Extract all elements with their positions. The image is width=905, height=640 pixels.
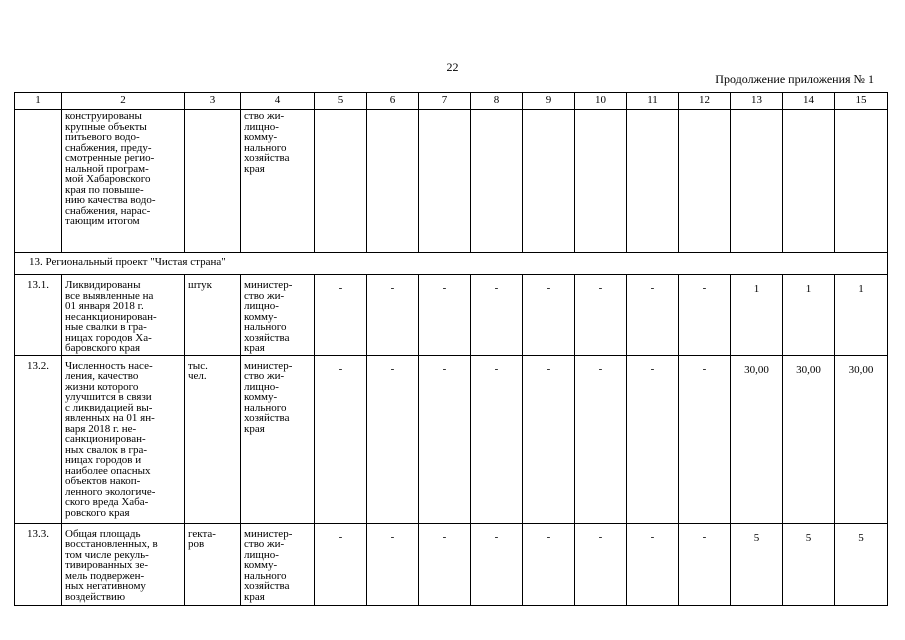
cell-empty xyxy=(419,110,471,253)
cell-value: - xyxy=(471,355,523,523)
cell-empty xyxy=(315,110,367,253)
column-number-row xyxy=(15,93,888,110)
cell-value: 1 xyxy=(731,275,783,356)
cell-value: - xyxy=(575,275,627,356)
column-header: 11 xyxy=(627,93,679,110)
column-header: 8 xyxy=(471,93,523,110)
cell-responsible: министер- ство жи- лищно- комму- нального хозяйства края xyxy=(241,523,315,605)
cell-value: - xyxy=(315,275,367,356)
cell-empty xyxy=(783,110,835,253)
cell-value: - xyxy=(523,523,575,605)
column-header: 4 xyxy=(241,93,315,110)
cell-value: - xyxy=(627,523,679,605)
cell-value: - xyxy=(367,275,419,356)
column-header: 13 xyxy=(731,93,783,110)
table-row xyxy=(15,523,888,605)
cell-empty xyxy=(835,110,888,253)
cell-value: - xyxy=(575,355,627,523)
cell-value: 1 xyxy=(835,275,888,356)
cell-row-number: 13.3. xyxy=(15,523,62,605)
cell-empty xyxy=(523,110,575,253)
cell-empty xyxy=(731,110,783,253)
cell-unit: тыс. чел. xyxy=(185,355,241,523)
cell-indicator-name: Общая площадь восстановленных, в том числе рекуль- тивированных зе- мель подвержен- ных негативному воздействию xyxy=(62,523,185,605)
cell-value: - xyxy=(471,523,523,605)
cell-row-number: 13.1. xyxy=(15,275,62,356)
cell-empty xyxy=(575,110,627,253)
cell-value: 5 xyxy=(835,523,888,605)
cell-empty xyxy=(679,110,731,253)
column-header: 12 xyxy=(679,93,731,110)
cell-indicator-name: Численность насе- ления, качество жизни которого улучшится в связи с ликвидацией вы- явленных на 01 ян- варя 2018 г. не- санкционирован- ных свалок в гра- ницах городов и наиболее опасных объектов накоп- ленного экологиче- ского вреда Хаба- ровского края xyxy=(62,355,185,523)
section-title: 13. Региональный проект "Чистая страна" xyxy=(15,253,888,275)
cell-value: - xyxy=(575,523,627,605)
cell-value: - xyxy=(419,523,471,605)
indicators-table xyxy=(14,92,888,606)
column-header: 15 xyxy=(835,93,888,110)
column-header: 6 xyxy=(367,93,419,110)
column-header: 14 xyxy=(783,93,835,110)
column-header: 10 xyxy=(575,93,627,110)
cell-indicator-name: Ликвидированы все выявленные на 01 января 2018 г. несанкционирован- ные свалки в гра- ницах городов Ха- баровского края xyxy=(62,275,185,356)
cell-responsible: министер- ство жи- лищно- комму- нального хозяйства края xyxy=(241,355,315,523)
page-number: 22 xyxy=(446,60,459,74)
cell-value: - xyxy=(523,275,575,356)
cell-empty xyxy=(471,110,523,253)
column-header: 1 xyxy=(15,93,62,110)
cell-empty xyxy=(367,110,419,253)
cell-value: - xyxy=(679,275,731,356)
section-row xyxy=(15,253,888,275)
cell-responsible: ство жи- лищно- комму- нального хозяйства края xyxy=(241,110,315,253)
cell-value: - xyxy=(523,355,575,523)
cell-value: - xyxy=(367,355,419,523)
cell-value: 1 xyxy=(783,275,835,356)
cell-value: 5 xyxy=(783,523,835,605)
table-row xyxy=(15,355,888,523)
continuation-label: Продолжение приложения № 1 xyxy=(715,72,874,86)
column-header: 9 xyxy=(523,93,575,110)
cell-value: - xyxy=(679,523,731,605)
cell-unit: гекта- ров xyxy=(185,523,241,605)
cell-value: - xyxy=(627,275,679,356)
cell-value: - xyxy=(679,355,731,523)
cell-value: - xyxy=(471,275,523,356)
cell-responsible: министер- ство жи- лищно- комму- нального хозяйства края xyxy=(241,275,315,356)
cell-value: 5 xyxy=(731,523,783,605)
column-header: 2 xyxy=(62,93,185,110)
cell-value: - xyxy=(419,355,471,523)
table-row xyxy=(15,275,888,356)
cell-value: - xyxy=(367,523,419,605)
cell-value: - xyxy=(419,275,471,356)
cell-empty xyxy=(185,110,241,253)
column-header: 5 xyxy=(315,93,367,110)
cell-empty xyxy=(627,110,679,253)
cell-indicator-name: конструированы крупные объекты питьевого водо- снабжения, преду- смотренные регио- нальной програм- мой Хабаровского края по повыше- нию качества водо- снабжения, нарас- тающим итогом xyxy=(62,110,185,253)
cell-row-number: 13.2. xyxy=(15,355,62,523)
cell-value: 30,00 xyxy=(835,355,888,523)
cell-value: - xyxy=(315,523,367,605)
cell-value: 30,00 xyxy=(731,355,783,523)
cell-value: 30,00 xyxy=(783,355,835,523)
column-header: 7 xyxy=(419,93,471,110)
cell-value: - xyxy=(315,355,367,523)
cell-unit: штук xyxy=(185,275,241,356)
cell-empty xyxy=(15,110,62,253)
column-header: 3 xyxy=(185,93,241,110)
continued-row xyxy=(15,110,888,253)
cell-value: - xyxy=(627,355,679,523)
